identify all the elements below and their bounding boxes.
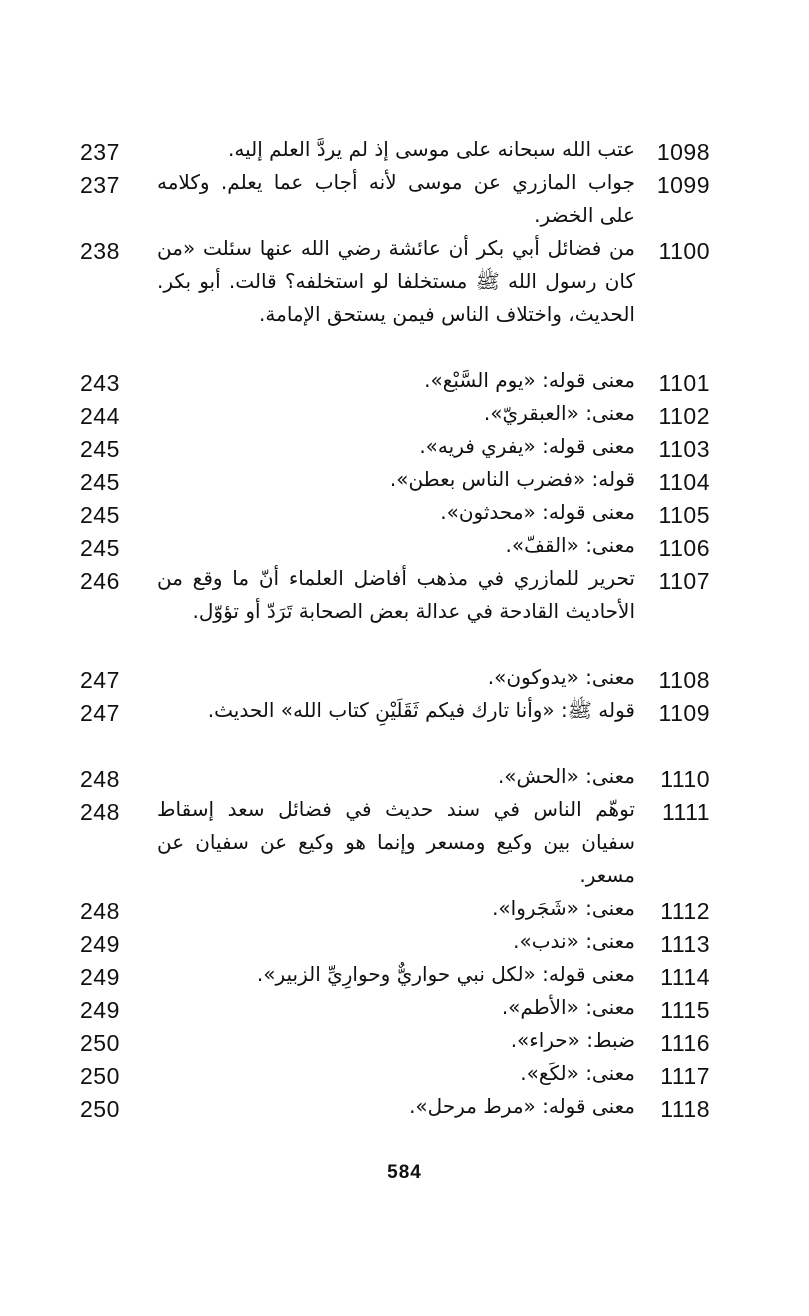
index-entry [70,790,720,889]
index-entry [70,691,720,757]
entry-number: 1113 [660,931,710,957]
index-entry [70,526,720,559]
index-entry [70,427,720,460]
entry-number: 1106 [658,535,710,561]
entry-number: 1104 [658,469,710,495]
entry-number: 1101 [658,370,710,396]
entry-number: 1116 [660,1030,710,1056]
index-entry [70,922,720,955]
entry-page-ref: 237 [80,139,120,165]
entry-text: معنى قوله: «يوم السَّبْع». [424,368,635,392]
index-entry [70,1087,720,1120]
entry-number: 1115 [660,997,710,1023]
page-number: 584 [387,1162,422,1183]
entry-page-ref: 248 [80,898,120,924]
entry-text: معنى: «الحش». [497,764,635,788]
entry-page-ref: 247 [80,667,120,693]
entry-page-ref: 247 [80,700,120,726]
entry-page-ref: 250 [80,1030,120,1056]
entry-number: 1100 [658,238,710,264]
entry-page-ref: 243 [80,370,120,396]
index-entry [70,130,720,163]
entry-text: معنى: «الأطم». [501,995,635,1019]
entry-number: 1112 [660,898,710,924]
entry-number: 1110 [660,766,710,792]
entry-text: معنى قوله: «محدثون». [440,500,635,524]
index-entry [70,559,720,658]
index-entry [70,955,720,988]
entry-text: جواب المازري عن موسى لأنه أجاب عما يعلم. وكلامه على الخضر. [157,170,635,227]
index-entry [70,460,720,493]
entry-number: 1117 [660,1063,710,1089]
entry-page-ref: 248 [80,799,120,825]
index-entry [70,163,720,229]
entry-page-ref: 237 [80,172,120,198]
entry-number: 1103 [658,436,710,462]
entry-number: 1109 [658,700,710,726]
entry-text: من فضائل أبي بكر أن عائشة رضي الله عنها سئلت «من كان رسول الله ﷺ مستخلفا لو استخلفه؟ قالت. أبو بكر. الحديث، واختلاف الناس فيمن يستحق الإمامة. [157,236,635,326]
entry-page-ref: 248 [80,766,120,792]
entry-number: 1099 [656,172,710,198]
entry-text: معنى قوله: «لكل نبي حواريٌّ وحوارِيِّ الزبير». [256,962,635,986]
entry-page-ref: 246 [80,568,120,594]
entry-number: 1108 [658,667,710,693]
entry-page-ref: 245 [80,502,120,528]
index-entry [70,493,720,526]
entry-number: 1114 [660,964,710,990]
index-entry [70,1054,720,1087]
entry-text: تحرير للمازري في مذهب أفاضل العلماء أنّ ما وقع من الأحاديث القادحة في عدالة بعض الصحابة تَرَدّ أو تؤوّل. [157,566,635,623]
entry-text: معنى قوله: «يفري فريه». [419,434,635,458]
entry-text: معنى: «ندب». [513,929,635,953]
entry-text: ضبط: «حراء». [510,1028,635,1052]
index-entry [70,361,720,394]
entry-page-ref: 245 [80,436,120,462]
entry-text: معنى قوله: «مرط مرحل». [409,1094,635,1118]
entry-number: 1111 [661,799,710,825]
index-entry [70,757,720,790]
index-entry [70,229,720,361]
entry-page-ref: 244 [80,403,120,429]
entry-number: 1118 [660,1096,710,1122]
entry-text: معنى: «يدوكون». [487,665,635,689]
entry-page-ref: 249 [80,964,120,990]
entry-text: معنى: «العبقريّ». [483,401,635,425]
entry-text: توهّم الناس في سند حديث في فضائل سعد إسقاط سفيان بين وكيع ومسعر وإنما هو وكيع عن سفيان عن مسعر. [157,797,635,887]
entry-page-ref: 245 [80,535,120,561]
entry-text: قوله ﷺ: «وأنا تارك فيكم ثَقَلَيْنِ كتاب الله» الحديث. [207,698,635,722]
entry-text: قوله: «فضرب الناس بعطن». [389,467,635,491]
entry-page-ref: 250 [80,1096,120,1122]
entry-number: 1107 [658,568,710,594]
entry-page-ref: 250 [80,1063,120,1089]
index-entry [70,394,720,427]
entry-number: 1102 [658,403,710,429]
entry-page-ref: 245 [80,469,120,495]
entry-page-ref: 238 [80,238,120,264]
entry-page-ref: 249 [80,997,120,1023]
entry-number: 1105 [658,502,710,528]
entry-page-ref: 249 [80,931,120,957]
entry-number: 1098 [656,139,710,165]
index-entry [70,889,720,922]
entry-text: معنى: «القفّ». [505,533,635,557]
index-entry [70,1021,720,1054]
entry-text: معنى: «شَجَروا». [492,896,635,920]
index-entry [70,658,720,691]
index-entry [70,988,720,1021]
entry-text: معنى: «لكَع». [520,1061,635,1085]
entry-text: عتب الله سبحانه على موسى إذ لم يردَّ العلم إليه. [228,137,635,161]
index-entries [70,130,720,1120]
